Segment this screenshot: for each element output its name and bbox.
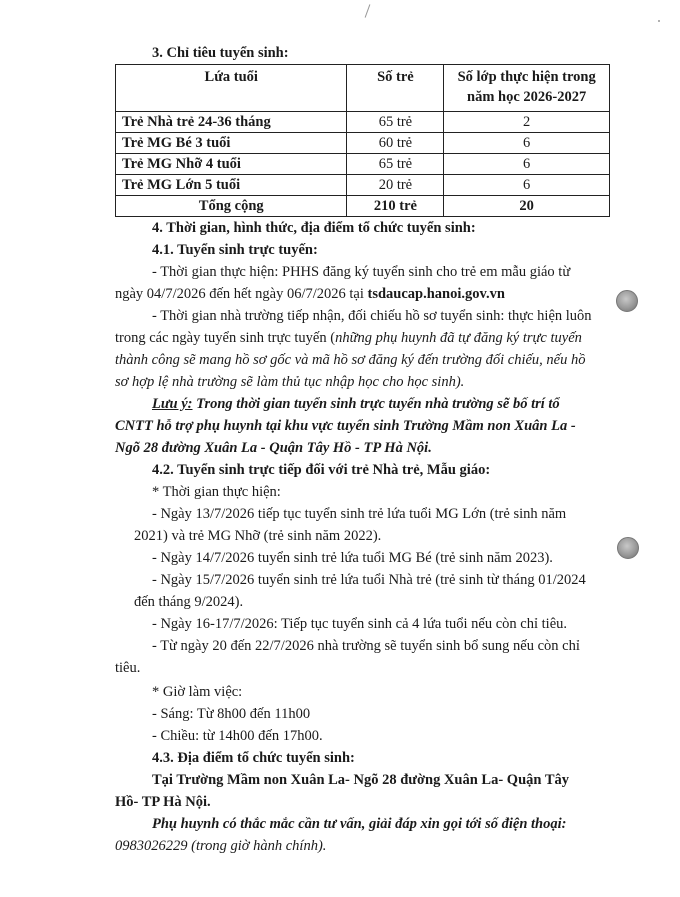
s42-date3-line1: - Ngày 15/7/2026 tuyển sinh trẻ lứa tuổi Nhà trẻ (trẻ sinh từ tháng 01/2024 [152,572,586,588]
cell-age-group: Trẻ MG Lớn 5 tuổi [116,175,347,196]
section3-heading: 3. Chỉ tiêu tuyển sinh: [152,45,289,61]
contact-line2 [115,837,326,855]
contact-line1: Phụ huynh có thắc mắc cần tư vấn, giải đáp xin gọi tới số điện thoại: [152,816,567,832]
s42-date5-line1: - Từ ngày 20 đến 22/7/2026 nhà trường sẽ tuyển sinh bổ sung nếu còn chỉ [152,638,580,654]
s41-paragraph1-line1: - Thời gian thực hiện: PHHS đăng ký tuyển sinh cho trẻ em mẫu giáo từ [152,264,571,280]
registration-website: tsdaucap.hanoi.gov.vn [367,286,505,302]
s41-paragraph2-plain: trong các ngày tuyển sinh trực tuyến ( [115,330,336,346]
cell-children-count: 20 trẻ [347,175,444,196]
s42-date1-line1: - Ngày 13/7/2026 tiếp tục tuyển sinh trẻ lứa tuổi MG Lớn (trẻ sinh năm [152,506,567,522]
cell-class-count: 6 [444,133,610,154]
venue-line1: Tại Trường Mầm non Xuân La- Ngõ 28 đường Xuân La- Quận Tây [152,772,570,788]
note-text: Trong thời gian tuyển sinh trực tuyến nhà trường sẽ bố trí tổ [192,396,560,412]
s42-date3-line2: đến tháng 9/2024). [134,594,244,610]
section42-heading: 4.2. Tuyển sinh trực tiếp đối với trẻ Nhà trẻ, Mẫu giáo: [152,462,491,478]
s41-paragraph2-line3: thành công sẽ mang hồ sơ gốc và mã hồ sơ đăng ký đến trường đối chiếu, nếu hồ [115,352,586,368]
cell-class-count: 6 [444,175,610,196]
table-header-row [116,65,610,112]
s41-paragraph2-line2 [115,329,582,347]
table-total-row [116,196,610,217]
note-line1 [152,395,560,413]
s41-paragraph1-line2 [115,285,505,303]
cell-total-children: 210 trẻ [347,196,444,217]
scan-speck [658,20,660,22]
cell-class-count: 2 [444,112,610,133]
cell-children-count: 65 trẻ [347,112,444,133]
contact-phone: 0983026229 [115,838,188,854]
s41-paragraph2-line1: - Thời gian nhà trường tiếp nhận, đối chiếu hồ sơ tuyển sinh: thực hiện luôn [152,308,592,324]
cell-age-group: Trẻ Nhà trẻ 24-36 tháng [116,112,347,133]
section4-heading: 4. Thời gian, hình thức, địa điểm tổ chức tuyển sinh: [152,220,476,236]
s41-paragraph1-text: ngày 04/7/2026 đến hết ngày 06/7/2026 tại [115,286,368,302]
table-row [116,133,610,154]
enrollment-quota-table [115,64,610,217]
s42-date2: - Ngày 14/7/2026 tuyển sinh trẻ lứa tuổi MG Bé (trẻ sinh năm 2023). [152,550,553,566]
s42-date4: - Ngày 16-17/7/2026: Tiếp tục tuyển sinh cả 4 lứa tuổi nếu còn chỉ tiêu. [152,616,568,632]
table-row [116,112,610,133]
section41-heading: 4.1. Tuyển sinh trực tuyến: [152,242,318,258]
table-row [116,154,610,175]
binder-hole-icon [617,537,639,559]
note-label: Lưu ý: [152,396,193,412]
afternoon-hours: - Chiều: từ 14h00 đến 17h00. [152,728,323,744]
s42-time-label: * Thời gian thực hiện: [152,484,281,500]
work-hours-label: * Giờ làm việc: [152,684,243,700]
s42-date1-line2: 2021) và trẻ MG Nhỡ (trẻ sinh năm 2022). [134,528,382,544]
cell-age-group: Trẻ MG Nhỡ 4 tuổi [116,154,347,175]
header-class-count: Số lớp thực hiện trong năm học 2026-2027 [444,65,610,112]
s42-date5-line2: tiêu. [115,660,141,676]
cell-total-label: Tổng cộng [116,196,347,217]
morning-hours: - Sáng: Từ 8h00 đến 11h00 [152,706,311,722]
cell-class-count: 6 [444,154,610,175]
venue-line2: Hồ- TP Hà Nội. [115,794,211,810]
s41-paragraph2-line4: sơ hợp lệ nhà trường sẽ làm thủ tục nhập học cho học sinh). [115,374,465,390]
contact-note: (trong giờ hành chính). [187,838,327,854]
table-row [116,175,610,196]
s41-paragraph2-italic: những phụ huynh đã tự đăng ký trực tuyến [335,330,582,346]
note-line2: CNTT hỗ trợ phụ huynh tại khu vực tuyển sinh Trường Mầm non Xuân La - [115,418,576,434]
note-line3: Ngõ 28 đường Xuân La - Quận Tây Hồ - TP Hà Nội. [115,440,432,456]
header-children-count: Số trẻ [347,65,444,112]
cell-children-count: 60 trẻ [347,133,444,154]
binder-hole-icon [616,290,638,312]
section43-heading: 4.3. Địa điểm tổ chức tuyển sinh: [152,750,355,766]
scan-mark [365,4,371,17]
header-age-group: Lứa tuổi [116,65,347,112]
cell-age-group: Trẻ MG Bé 3 tuổi [116,133,347,154]
cell-children-count: 65 trẻ [347,154,444,175]
cell-total-classes: 20 [444,196,610,217]
